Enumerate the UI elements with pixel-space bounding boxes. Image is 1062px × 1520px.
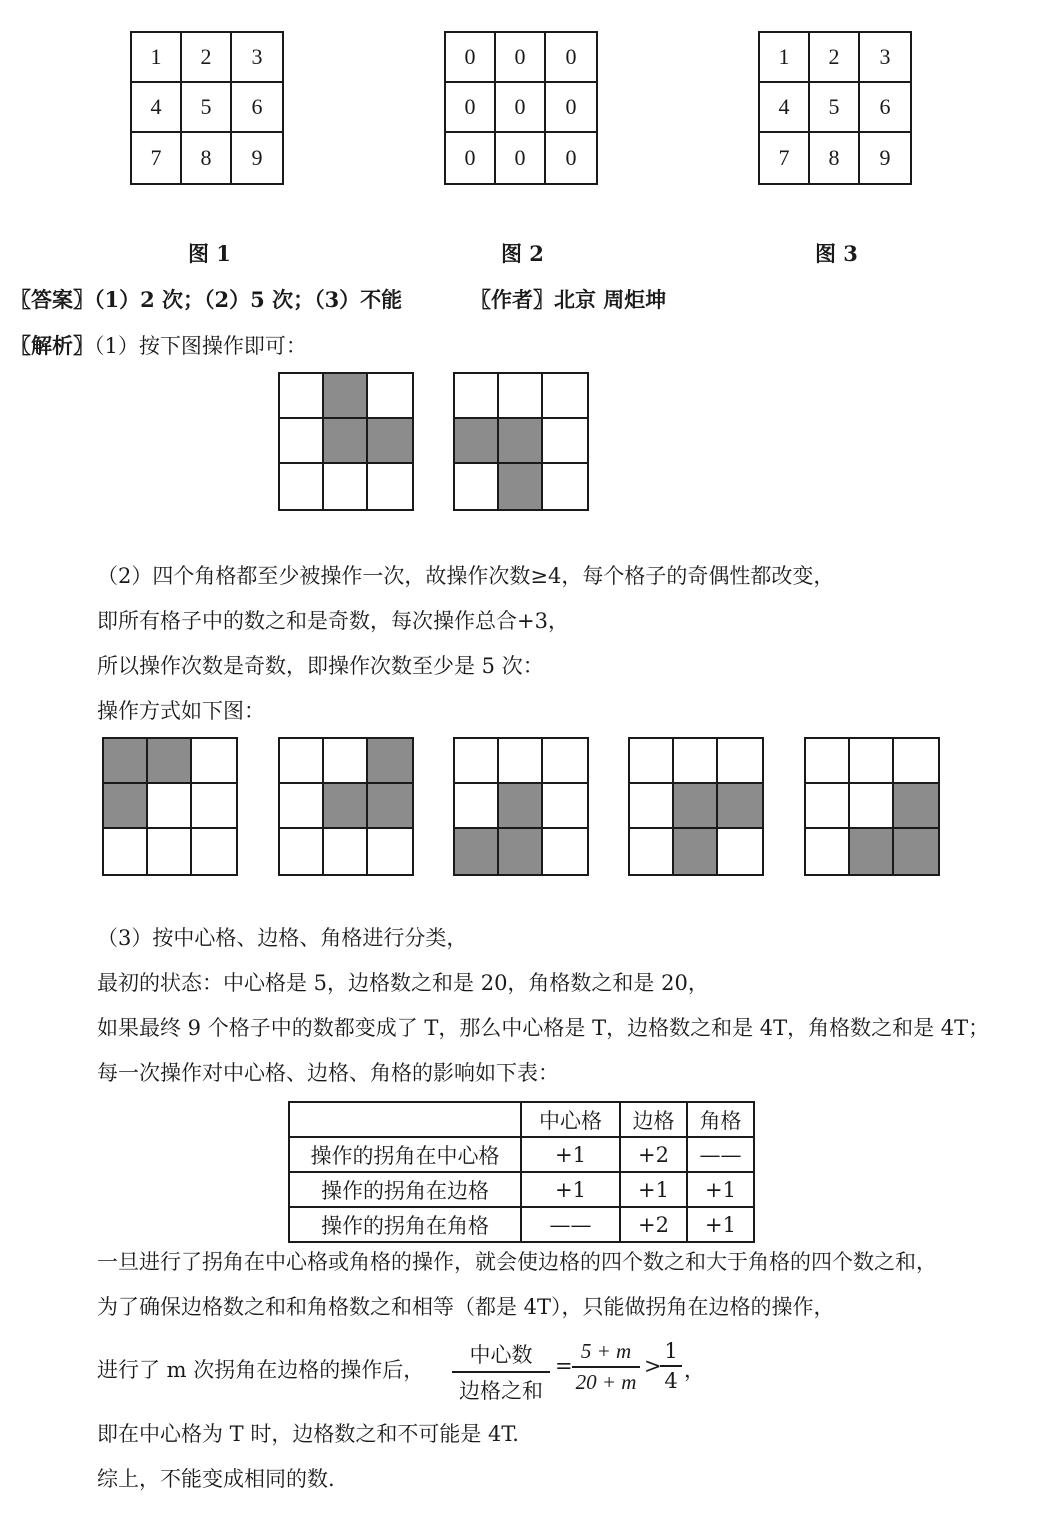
shaded-cell (499, 829, 543, 874)
shaded-cell (499, 784, 543, 829)
table-row (289, 1207, 754, 1242)
table-cell: 操作的拐角在边格 (289, 1172, 521, 1207)
grid-cell (148, 829, 192, 874)
grid-cell (850, 739, 894, 784)
part2-grid-4 (628, 737, 764, 876)
answer-line (10, 284, 402, 314)
grid-cell (368, 374, 412, 419)
grid-cell: 3 (860, 33, 910, 83)
shaded-cell (455, 829, 499, 874)
grid-cell: 7 (760, 133, 810, 183)
grid-cell (718, 739, 762, 784)
grid-cell (192, 739, 236, 784)
part2-line-1: （2）四个角格都至少被操作一次，故操作次数≥4，每个格子的奇偶性都改变， (97, 564, 835, 588)
grid-cell: 9 (251, 145, 263, 170)
grid-cell (192, 829, 236, 874)
table-cell: +1 (687, 1207, 754, 1242)
grid-cell: 0 (496, 33, 546, 83)
grid-cell (280, 784, 324, 829)
shaded-cell (368, 419, 412, 464)
grid-cell (806, 739, 850, 784)
effect-table (288, 1101, 755, 1243)
author-line (470, 284, 666, 314)
fraction-bar (660, 1365, 682, 1367)
shaded-cell (894, 784, 938, 829)
fraction-numerator: 中心数 (469, 1343, 533, 1367)
grid-cell: 5 (810, 83, 860, 133)
table-cell: +1 (521, 1137, 620, 1172)
shaded-cell (324, 784, 368, 829)
grid-cell: 6 (860, 83, 910, 133)
grid-cell (455, 739, 499, 784)
part2-line-4: 操作方式如下图： (97, 699, 265, 723)
part2-grid-2 (278, 737, 414, 876)
grid-cell (324, 464, 368, 509)
grid-cell: 1 (132, 33, 182, 83)
part2-line-2: 即所有格子中的数之和是奇数，每次操作总合+3， (97, 609, 569, 633)
grid-cell (324, 829, 368, 874)
fraction-5m-over-20m (572, 1339, 640, 1395)
grid-cell (806, 829, 850, 874)
shaded-cell (148, 739, 192, 784)
grid-cell: 5 (182, 83, 232, 133)
part3-line-4: 每一次操作对中心格、边格、角格的影响如下表： (97, 1061, 559, 1085)
grid-cell: 2 (182, 33, 232, 83)
grid-cell: 9 (879, 145, 891, 170)
shaded-cell (368, 784, 412, 829)
table-cell: —— (687, 1137, 754, 1172)
shaded-cell (674, 784, 718, 829)
fraction-denominator: 边格之和 (459, 1379, 543, 1403)
grid-cell (630, 739, 674, 784)
answer-text: （1）2 次；（2）5 次；（3）不能 (94, 287, 403, 312)
shaded-cell (324, 419, 368, 464)
part2-grid-5 (804, 737, 940, 876)
grid-cell (280, 419, 324, 464)
table-row (289, 1137, 754, 1172)
grid-cell: 0 (546, 33, 596, 83)
figure-2-caption: 图 2 (501, 241, 544, 266)
grid-cell (630, 784, 674, 829)
after-line-1: 一旦进行了拐角在中心格或角格的操作，就会使边格的四个数之和大于角格的四个数之和， (97, 1250, 937, 1274)
fraction-numerator: 1 (664, 1339, 678, 1363)
final-line-2: 综上，不能变成相同的数. (97, 1467, 335, 1491)
grid-cell: 4 (760, 83, 810, 133)
grid-cell (543, 464, 587, 509)
part3-line-2: 最初的状态：中心格是 5，边格数之和是 20，角格数之和是 20， (97, 971, 709, 995)
grid-cell (368, 464, 412, 509)
grid-cell: 4 (132, 83, 182, 133)
formula-greater: > (644, 1354, 662, 1378)
fraction-center-over-edge (452, 1339, 550, 1405)
shaded-cell (850, 829, 894, 874)
answer-label: 〖答案〗 (10, 287, 94, 312)
grid-cell: 1 (760, 33, 810, 83)
formula-equals: = (555, 1354, 573, 1378)
figure-1-caption: 图 1 (188, 241, 231, 266)
final-line-1: 即在中心格为 T 时，边格数之和不可能是 4T. (97, 1422, 519, 1446)
table-cell: —— (521, 1207, 620, 1242)
table-cell: +2 (620, 1207, 687, 1242)
figure-3-caption: 图 3 (815, 241, 858, 266)
grid-cell (324, 739, 368, 784)
grid-cell: 0 (496, 133, 546, 183)
grid-cell (148, 784, 192, 829)
grid-cell (280, 374, 324, 419)
grid-cell: 8 (182, 133, 232, 183)
grid-cell (718, 829, 762, 874)
grid-cell (192, 784, 236, 829)
fraction-one-quarter (660, 1339, 682, 1393)
grid-cell: 8 (810, 133, 860, 183)
shaded-cell (674, 829, 718, 874)
shaded-cell (324, 374, 368, 419)
part2-line-3: 所以操作次数是奇数，即操作次数至少是 5 次： (97, 654, 544, 678)
shaded-cell (718, 784, 762, 829)
grid-cell: 6 (232, 83, 282, 133)
shaded-cell (104, 739, 148, 784)
grid-cell (543, 739, 587, 784)
table-cell: +1 (521, 1172, 620, 1207)
grid-cell (850, 784, 894, 829)
part1-grid-1 (278, 372, 414, 511)
grid-cell: 0 (446, 133, 496, 183)
part3-line-3: 如果最终 9 个格子中的数都变成了 T，那么中心格是 T，边格数之和是 4T，角格数之和是 4T； (97, 1016, 990, 1040)
grid-cell (674, 739, 718, 784)
grid-cell (894, 739, 938, 784)
table-row (289, 1172, 754, 1207)
grid-cell (455, 464, 499, 509)
shaded-cell (499, 464, 543, 509)
shaded-cell (499, 419, 543, 464)
table-cell: +1 (620, 1172, 687, 1207)
grid-cell (543, 374, 587, 419)
grid-cell (499, 739, 543, 784)
table-cell: +2 (620, 1137, 687, 1172)
author-label: 〖作者〗 (470, 287, 554, 312)
grid-cell (368, 829, 412, 874)
table-header-cell: 角格 (687, 1102, 754, 1137)
fraction-bar (572, 1366, 640, 1368)
table-header-cell: 边格 (620, 1102, 687, 1137)
analysis-label: 〖解析〗 (10, 333, 94, 358)
grid-cell (455, 784, 499, 829)
figure-2-grid (444, 31, 598, 185)
shaded-cell (455, 419, 499, 464)
part1-grid-2 (453, 372, 589, 511)
grid-cell (104, 829, 148, 874)
figure-1-grid (130, 31, 284, 185)
shaded-cell (368, 739, 412, 784)
grid-cell (280, 829, 324, 874)
shaded-cell (894, 829, 938, 874)
formula-lead: 进行了 m 次拐角在边格的操作后， (97, 1358, 425, 1382)
grid-cell: 3 (232, 33, 282, 83)
table-cell: 操作的拐角在中心格 (289, 1137, 521, 1172)
grid-cell (455, 374, 499, 419)
grid-cell (280, 739, 324, 784)
grid-cell: 0 (446, 33, 496, 83)
grid-cell (630, 829, 674, 874)
table-header-row (289, 1102, 754, 1137)
analysis-part1 (10, 330, 307, 360)
table-cell: 操作的拐角在角格 (289, 1207, 521, 1242)
grid-cell: 0 (546, 83, 596, 133)
formula-tail: ， (684, 1358, 705, 1382)
grid-cell: 7 (132, 133, 182, 183)
part3-line-1: （3）按中心格、边格、角格进行分类， (97, 926, 468, 950)
grid-cell: 0 (565, 145, 577, 170)
part2-grid-3 (453, 737, 589, 876)
grid-cell: 0 (446, 83, 496, 133)
fraction-denominator: 20 + m (575, 1370, 637, 1394)
fraction-numerator: 5 + m (580, 1339, 632, 1363)
author-name: 北京 周炬坤 (554, 287, 667, 312)
shaded-cell (104, 784, 148, 829)
grid-cell (543, 419, 587, 464)
figure-3-grid (758, 31, 912, 185)
table-header-cell: 中心格 (521, 1102, 620, 1137)
grid-cell (499, 374, 543, 419)
grid-cell: 2 (810, 33, 860, 83)
grid-cell (543, 829, 587, 874)
grid-cell (543, 784, 587, 829)
table-header-cell (289, 1102, 521, 1137)
grid-cell (280, 464, 324, 509)
after-line-2: 为了确保边格数之和和角格数之和相等（都是 4T），只能做拐角在边格的操作， (97, 1295, 835, 1319)
grid-cell (806, 784, 850, 829)
fraction-bar (452, 1371, 550, 1373)
analysis-part1-text: （1）按下图操作即可： (94, 334, 307, 358)
grid-cell: 0 (496, 83, 546, 133)
table-cell: +1 (687, 1172, 754, 1207)
fraction-denominator: 4 (664, 1369, 678, 1393)
part2-grid-1 (102, 737, 238, 876)
